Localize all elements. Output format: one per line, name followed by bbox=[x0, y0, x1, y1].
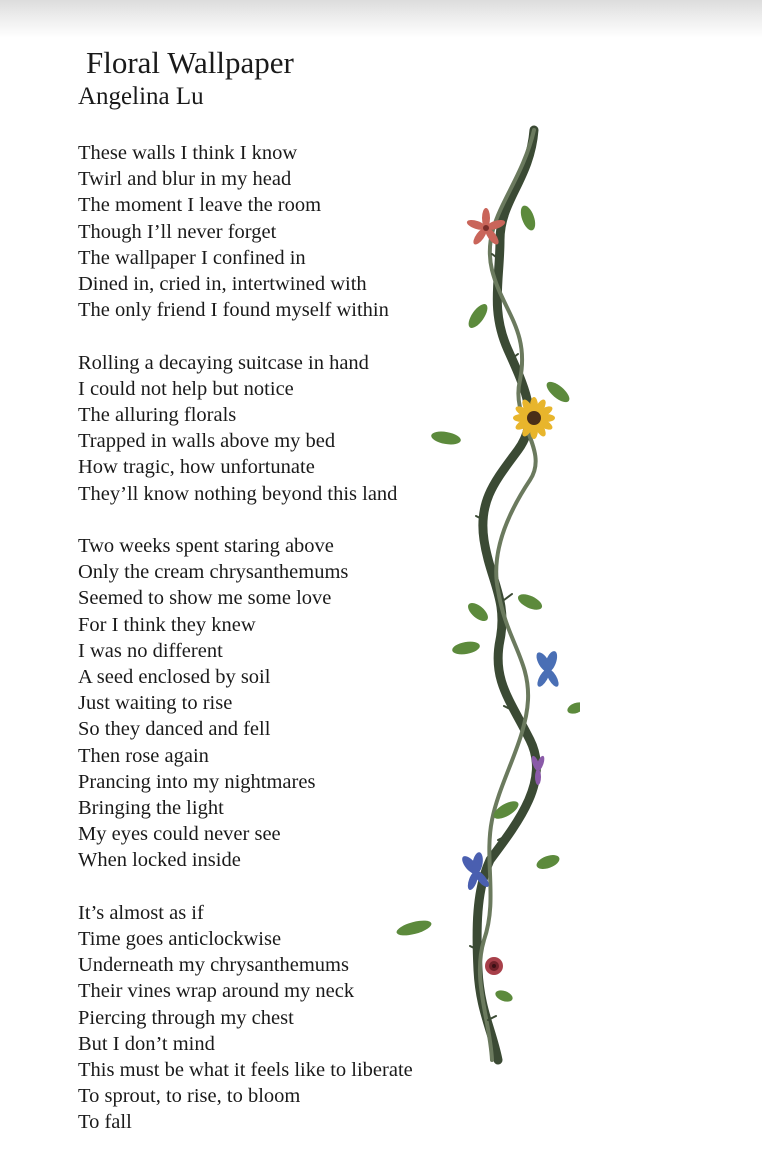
leaf bbox=[518, 204, 538, 233]
leaf bbox=[566, 700, 580, 716]
poem-line: When locked inside bbox=[78, 849, 241, 872]
poem-line: I could not help but notice bbox=[78, 377, 294, 400]
poem-line: It’s almost as if bbox=[78, 901, 204, 924]
poem-line: My eyes could never see bbox=[78, 823, 281, 846]
poem-line: The moment I leave the room bbox=[78, 194, 322, 217]
poem-line: Just waiting to rise bbox=[78, 692, 233, 715]
poem-author: Angelina Lu bbox=[78, 83, 204, 110]
poem-line: Underneath my chrysanthemums bbox=[78, 954, 349, 977]
poem-line: Rolling a decaying suitcase in hand bbox=[78, 351, 369, 374]
poem-line: Twirl and blur in my head bbox=[78, 168, 292, 191]
leaf bbox=[535, 852, 562, 871]
top-shadow bbox=[0, 0, 762, 38]
poem-line: Their vines wrap around my neck bbox=[78, 980, 355, 1003]
poem-line: They’ll know nothing beyond this land bbox=[78, 482, 398, 505]
poem-line: Two weeks spent staring above bbox=[78, 535, 334, 558]
leaf bbox=[465, 600, 491, 625]
poem-line: These walls I think I know bbox=[78, 142, 298, 164]
poem-line: Prancing into my nightmares bbox=[78, 770, 316, 793]
poem-line: But I don’t mind bbox=[78, 1032, 215, 1055]
leaf bbox=[430, 429, 462, 446]
poem-line: Though I’ll never forget bbox=[78, 220, 277, 243]
poem-line: A seed enclosed by soil bbox=[78, 666, 271, 689]
poem-line: Piercing through my chest bbox=[78, 1006, 294, 1029]
leaf bbox=[543, 378, 572, 405]
poem-line: Only the cream chrysanthemums bbox=[78, 561, 349, 584]
poem-line: To sprout, to rise, to bloom bbox=[78, 1085, 301, 1108]
leaf bbox=[395, 918, 433, 939]
leaf bbox=[516, 591, 545, 613]
leaf bbox=[451, 640, 481, 657]
poem-line: Time goes anticlockwise bbox=[78, 928, 282, 951]
poem-line: The alluring florals bbox=[78, 404, 237, 427]
poem-line: Trapped in walls above my bed bbox=[78, 430, 336, 453]
leaf bbox=[494, 988, 514, 1004]
blue-iris-flower bbox=[534, 649, 561, 688]
poem-line: This must be what it feels like to liberate bbox=[78, 1059, 413, 1082]
poem-line: The only friend I found myself within bbox=[78, 299, 389, 322]
poem-line: Then rose again bbox=[78, 744, 209, 767]
poem-title: Floral Wallpaper bbox=[86, 45, 294, 80]
poem-line: The wallpaper I confined in bbox=[78, 246, 306, 269]
poem-line: Bringing the light bbox=[78, 797, 224, 820]
poem-line: For I think they knew bbox=[78, 613, 256, 636]
poem-line: I was no different bbox=[78, 639, 223, 662]
poem-line: Dined in, cried in, intertwined with bbox=[78, 273, 367, 296]
flowering-vine-illustration bbox=[380, 120, 580, 1080]
leaf bbox=[465, 301, 491, 331]
poem-line: To fall bbox=[78, 1111, 132, 1134]
red-rose-bud bbox=[485, 957, 503, 975]
poem-line: So they danced and fell bbox=[78, 718, 271, 741]
poem-line: How tragic, how unfortunate bbox=[78, 456, 315, 479]
poem-line: Seemed to show me some love bbox=[78, 587, 332, 610]
